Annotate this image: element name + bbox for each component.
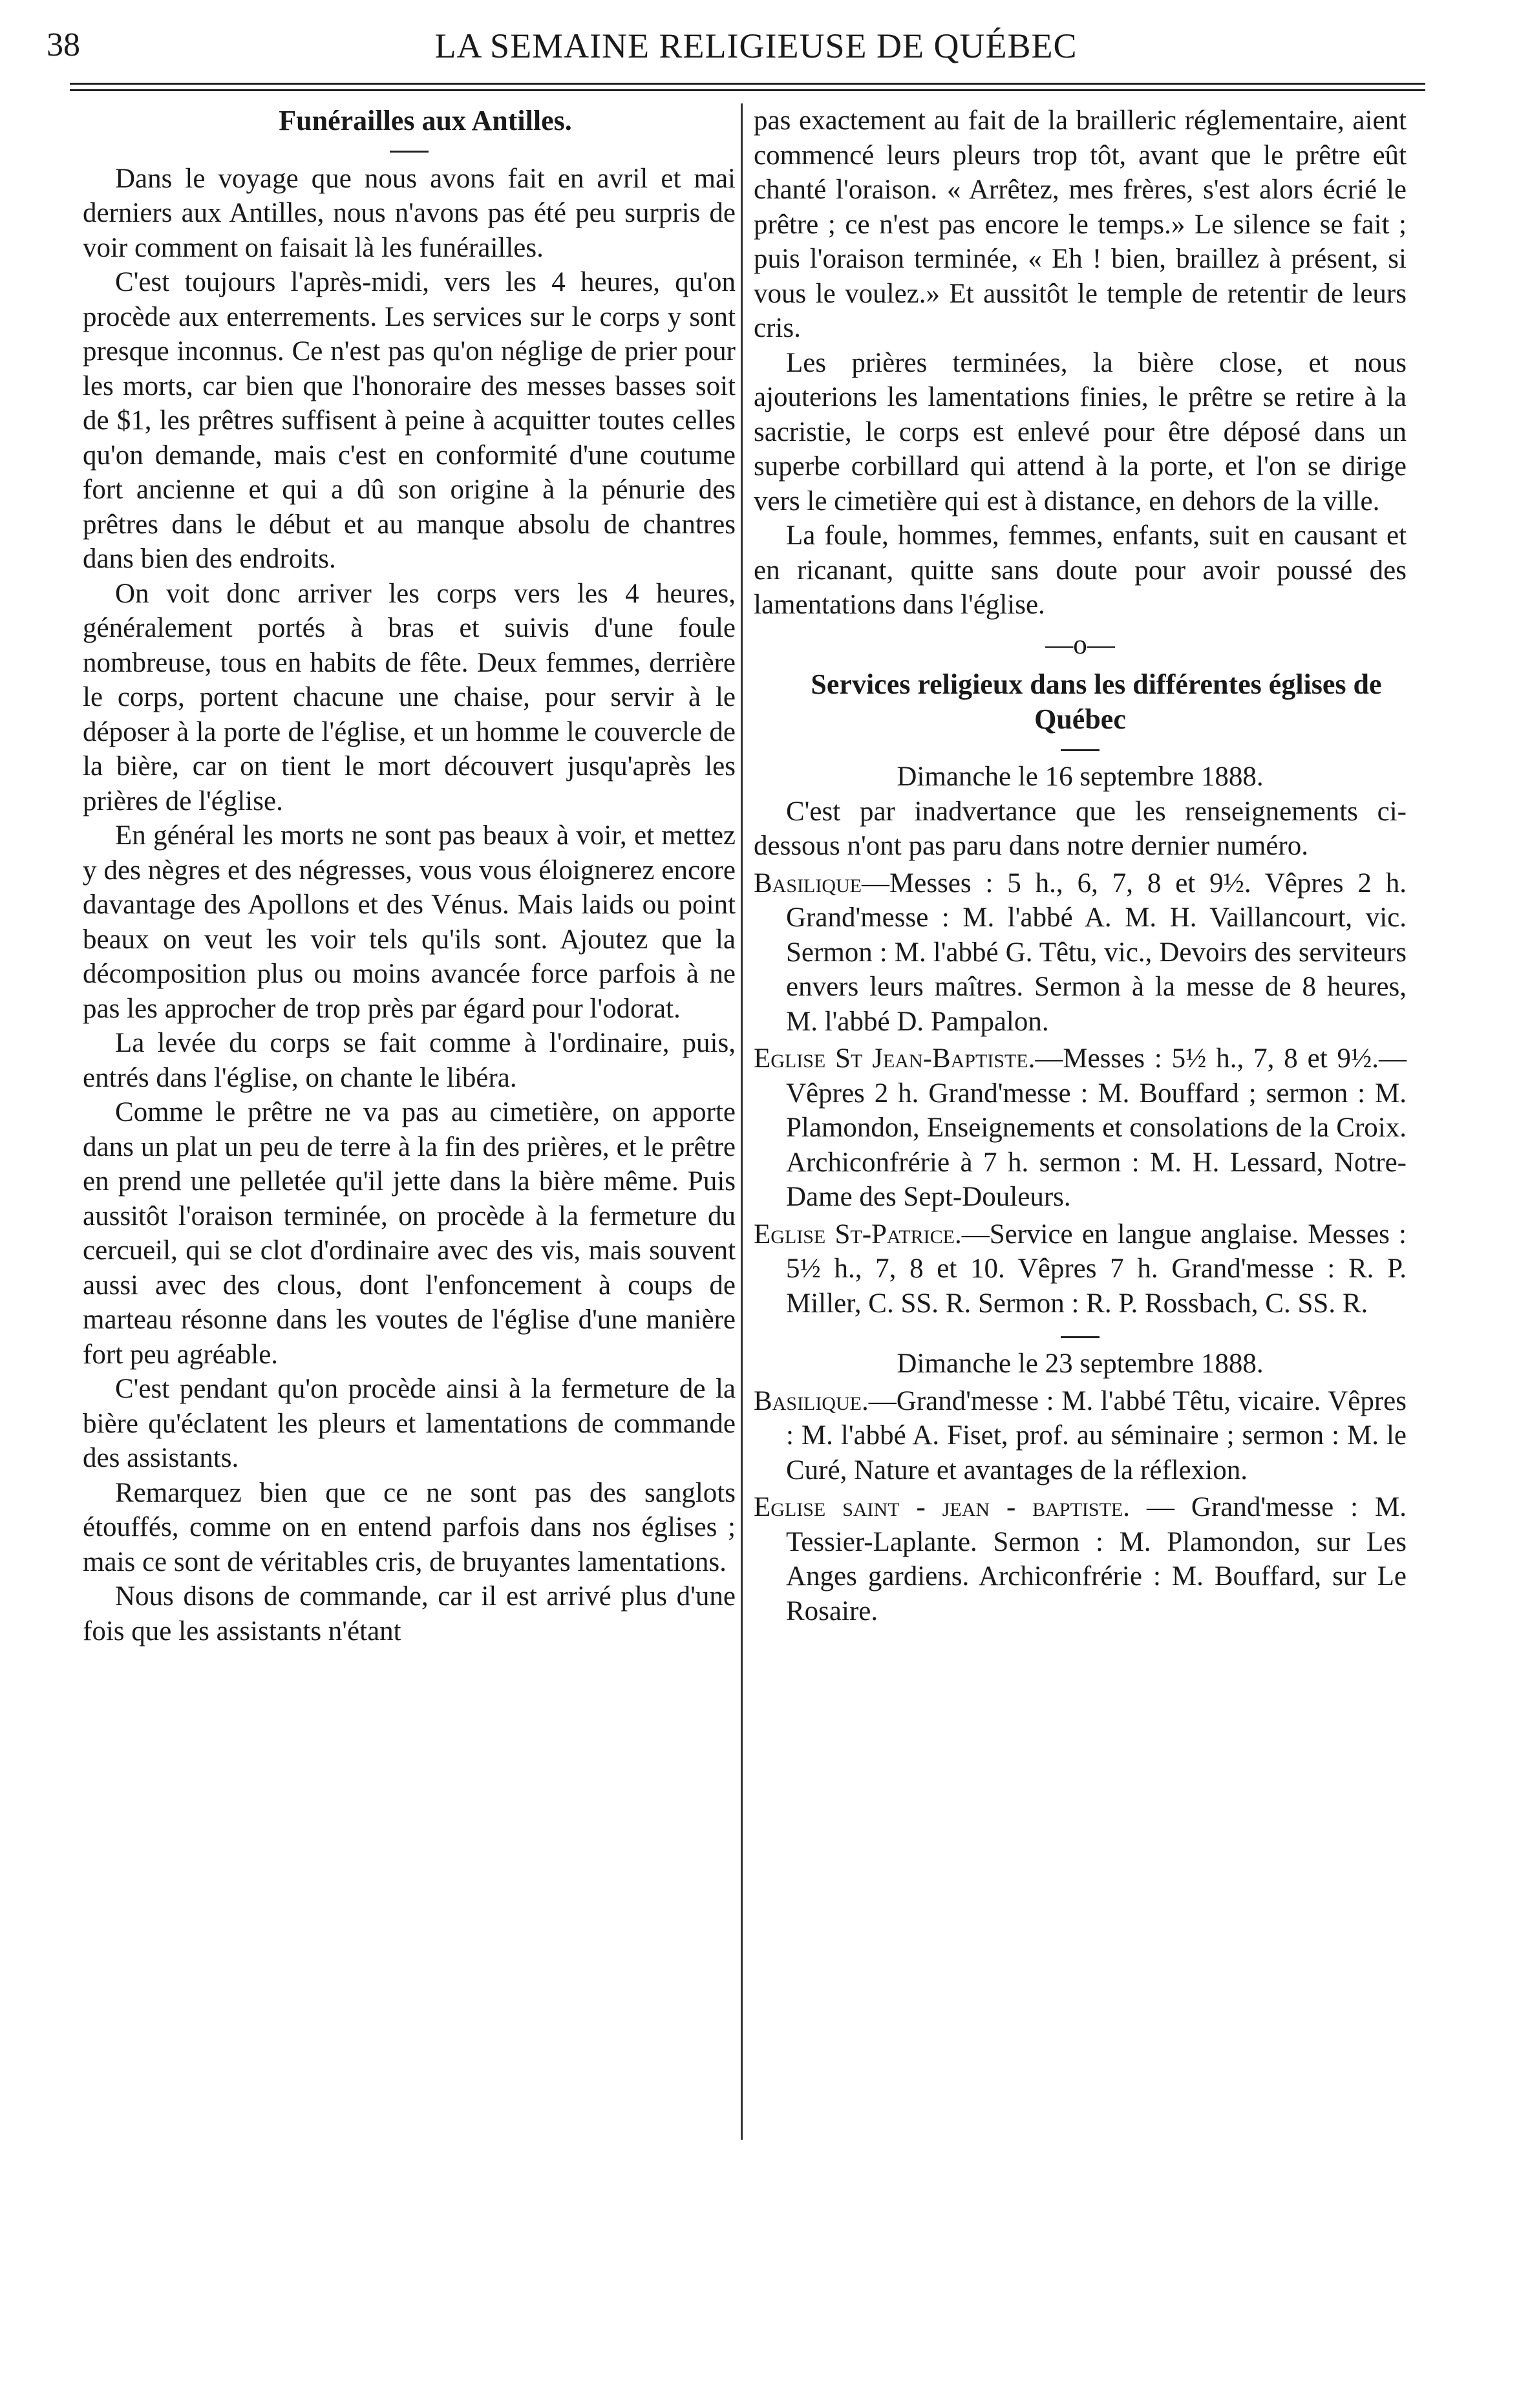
left-paragraph-5: La levée du corps se fait comme à l'ordinaire, puis, entrés dans l'église, on chante le libéra. — [83, 1028, 736, 1093]
page-number: 38 — [47, 27, 80, 63]
left-paragraph-6: Comme le prêtre ne va pas au cimetière, on apporte dans un plat un peu de terre à la fin des prières, et le prêtre en prend une pelletée qu'il jette dans la bière même. Puis aussitôt l'oraison terminée, on procède à la fermeture du cercueil, qui se clot d'ordinaire avec des vis, mais souvent aussi avec des clous, dont l'enfoncement à coups de marteau résonne dans les voutes de l'église d'une manière fort peu agréable. — [83, 1097, 736, 1370]
heading-dash — [83, 138, 736, 162]
service-details: —Messes : 5 h., 6, 7, 8 et 9½. Vêpres 2 h. Grand'messe : M. l'abbé A. M. H. Vaillancourt, vic. Sermon : M. l'abbé G. Têtu, vic., Devoirs des serviteurs envers leurs maîtres. Sermon à la messe de 8 heures, M. l'abbé D. Pampalon. — [786, 868, 1407, 1037]
article-heading: Funérailles aux Antilles. — [279, 105, 572, 136]
left-paragraph-4: En général les morts ne sont pas beaux à voir, et mettez y des nègres et des négresses, vous vous éloignerez encore davantage des Apollons et des Vénus. Mais laids ou point beaux on veut les voir tels qu'ils sont. Ajoutez que la décomposition plus ou moins avancée force parfois à ne pas les approcher de trop près par égard pour l'odorat. — [83, 820, 736, 1024]
service-entry-st-patrice — [754, 1217, 1407, 1321]
left-paragraph-7: C'est pendant qu'on procède ainsi à la fermeture de la bière qu'éclatent les pleurs et lamentations de commande des assistants. — [83, 1374, 736, 1473]
right-column — [754, 103, 1407, 1631]
service-entry-basilique-2 — [754, 1384, 1407, 1488]
service-entry-st-jean-baptiste-2 — [754, 1490, 1407, 1628]
section-ornament: —o— — [1045, 629, 1115, 660]
service-details: . — Grand'messe : M. Tessier-Laplante. Sermon : M. Plamondon, sur Les Anges gardiens. Archiconfrérie : M. Bouffard, sur Le Rosaire. — [786, 1492, 1407, 1626]
service-details: .—Messes : 5½ h., 7, 8 et 9½.—Vêpres 2 h. Grand'messe : M. Bouffard ; sermon : M. Plamondon, Enseignements et consolations de la Croix. Archiconfrérie à 7 h. sermon : M. H. Lessard, Notre-Dame des Sept-Douleurs. — [786, 1043, 1407, 1212]
left-paragraph-8: Remarquez bien que ce ne sont pas des sanglots étouffés, comme on en entend parfois dans nos églises ; mais ce sont de véritables cris, de bruyantes lamentations. — [83, 1477, 736, 1577]
right-paragraph-3: La foule, hommes, femmes, enfants, suit en causant et en ricanant, quitte sans doute pour avoir poussé des lamentations dans l'église. — [754, 520, 1407, 620]
left-column — [83, 103, 736, 1648]
services-heading: Services religieux dans les différentes églises de Québec — [811, 668, 1382, 735]
running-title: LA SEMAINE RELIGIEUSE DE QUÉBEC — [434, 27, 1078, 65]
date-heading-2: Dimanche le 23 septembre 1888. — [897, 1348, 1264, 1379]
left-paragraph-2: C'est toujours l'après-midi, vers les 4 heures, qu'on procède aux enterrements. Les services sur le corps y sont presque inconnus. Ce n'est pas qu'on néglige de prier pour les morts, car bien que l'honoraire des messes basses soit de $1, les prêtres suffisent à peine à acquitter toutes celles qu'on demande, mais c'est en conformité d'une coutume fort ancienne et qui a dû son origine à la pénurie des prêtres dans le début et au manque absolu de chantres dans bien des endroits. — [83, 267, 736, 574]
column-divider — [741, 103, 743, 2140]
services-note: C'est par inadvertance que les renseignements ci-dessous n'ont pas paru dans notre dernier numéro. — [754, 796, 1407, 861]
service-details: .—Grand'messe : M. l'abbé Têtu, vicaire. Vêpres : M. l'abbé A. Fiset, prof. au séminaire ; sermon : M. le Curé, Nature et avantages de la réflexion. — [786, 1385, 1407, 1486]
church-name: Basilique — [754, 868, 862, 899]
church-name: Basilique — [754, 1385, 862, 1416]
header-rule-bottom — [70, 89, 1425, 91]
date-heading-1: Dimanche le 16 septembre 1888. — [897, 762, 1264, 792]
header-rule-top — [70, 83, 1425, 85]
service-details: .—Service en langue anglaise. Messes : 5½ h., 7, 8 et 10. Vêpres 7 h. Grand'messe : R. P. Miller, C. SS. R. Sermon : R. P. Rossbach, C. SS. R. — [786, 1219, 1407, 1319]
left-paragraph-9: Nous disons de commande, car il est arrivé plus d'une fois que les assistants n'étant — [83, 1581, 736, 1646]
left-paragraph-1: Dans le voyage que nous avons fait en avril et mai derniers aux Antilles, nous n'avons pas été peu surpris de voir comment on faisait là les funérailles. — [83, 163, 736, 263]
service-entry-basilique-1 — [754, 866, 1407, 1039]
page-header — [47, 26, 1465, 71]
left-paragraph-3: On voit donc arriver les corps vers les 4 heures, généralement portés à bras et suivis d'une foule nombreuse, tous en habits de fête. Deux femmes, derrière le corps, portent chacune une chaise, pour servir à le déposer à la porte de l'église, et un homme le couvercle de la bière, car on tient le mort découvert jusqu'après les prières de l'église. — [83, 578, 736, 816]
church-name: Eglise saint - jean - baptiste — [754, 1492, 1123, 1522]
right-paragraph-1: pas exactement au fait de la brailleric réglementaire, aient commencé leurs pleurs trop tôt, avant que le prêtre eût chanté l'oraison. « Arrêtez, mes frères, s'est alors écrié le prêtre ; ce n'est pas encore le temps.» Le silence se fait ; puis l'oraison terminée, « Eh ! bien, braillez à présent, si vous le voulez.» Et aussitôt le temple de retentir de leurs cris. — [754, 105, 1407, 343]
date-separator-dash — [754, 1323, 1407, 1347]
church-name: Eglise St Jean-Baptiste — [754, 1043, 1028, 1074]
church-name: Eglise St-Patrice — [754, 1219, 955, 1250]
right-paragraph-2: Les prières terminées, la bière close, et nous ajouterions les lamentations finies, le prêtre se retire à la sacristie, le corps est enlevé pour être déposé dans un superbe corbillard qui attend à la porte, et l'on se dirige vers le cimetière qui est à distance, en dehors de la ville. — [754, 347, 1407, 517]
service-entry-st-jean-baptiste-1 — [754, 1041, 1407, 1215]
services-dash — [754, 736, 1407, 760]
